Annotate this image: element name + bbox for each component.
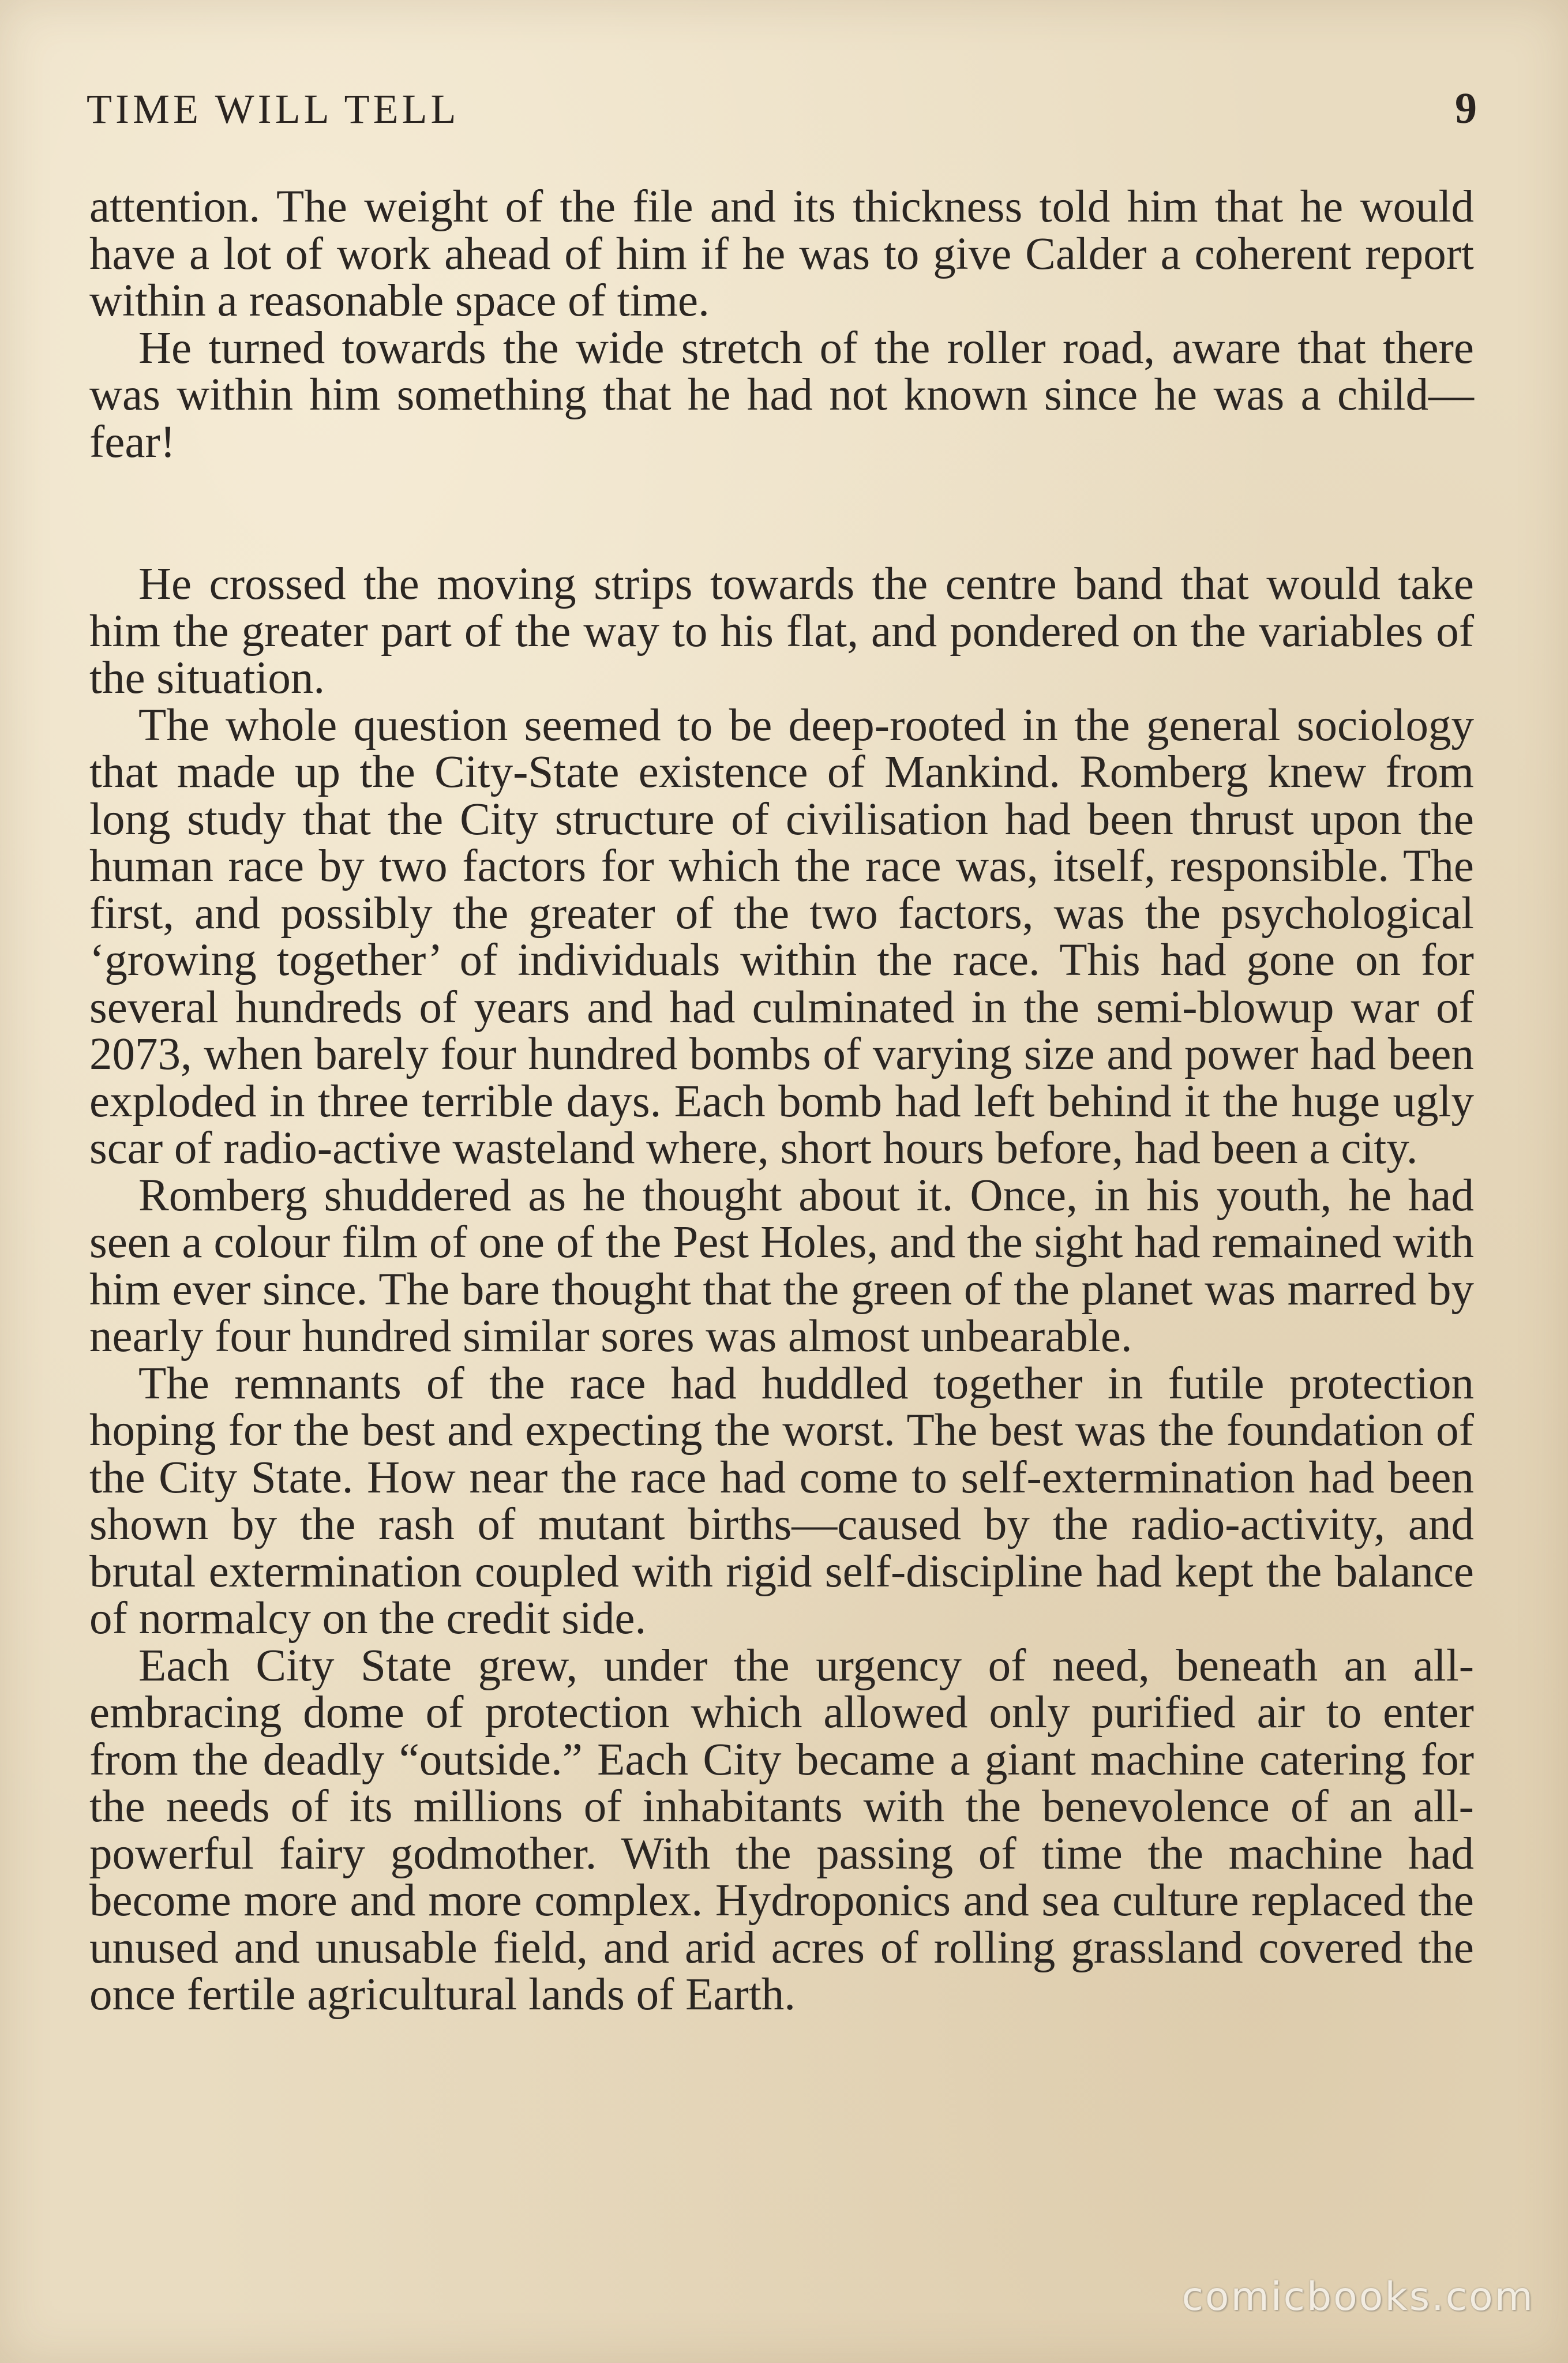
paragraph: The remnants of the race had huddled together in futile protection hoping for the best and expecting the worst. The best was the foundation of the City State. How near the race had come to self-extermination had been shown by the rash of mutant births—caused by the radio-activity, and brutal extermination coupled with rigid self-discipline had kept the balance of normalcy on the credit side. xyxy=(89,1358,1474,1644)
paragraph: He turned towards the wide stretch of the roller road, aware that there was within him something that he had not known since he was a child—fear! xyxy=(89,322,1474,467)
paragraph: He crossed the moving strips towards the centre band that would take him the greater part of the way to his flat, and pondered on the variables of the situation. xyxy=(89,559,1474,703)
paragraph: Romberg shuddered as he thought about it. Once, in his youth, he had seen a colour film of one of the Pest Holes, and the sight had remained with him ever since. The bare thought that the green of the planet was marred by nearly four hundred similar sores was almost unbearable. xyxy=(89,1170,1474,1361)
paragraph: Each City State grew, under the urgency of need, beneath an all-embracing dome of protection which allowed only purified air to enter from the deadly “outside.” Each City became a giant machine catering for the needs of its millions of inhabitants with the benevolence of an all-powerful fairy godmother. With the passing of time the machine had become more and more complex. Hydroponics and sea culture replaced the unused and unusable field, and arid acres of rolling grassland covered the once fertile agricultural lands of Earth. xyxy=(89,1640,1474,2020)
section-break xyxy=(89,466,1474,561)
book-title: TIME WILL TELL xyxy=(87,86,460,132)
page-number: 9 xyxy=(1455,84,1477,133)
running-header xyxy=(87,84,1477,147)
body-text xyxy=(89,183,1474,2019)
paragraph-continued: attention. The weight of the file and its thickness told him that he would have a lot of work ahead of him if he was to give Calder a coherent report within a reasonable space of time. xyxy=(89,182,1474,326)
watermark: comicbooks.com xyxy=(1181,2274,1535,2320)
paragraph: The whole question seemed to be deep-rooted in the general sociology that made up the City-State existence of Mankind. Romberg knew from long study that the City structure of civilisation had been thrust upon the human race by two factors for which the race was, itself, responsible. The first, and possibly the greater of the two factors, was the psychological ‘growing together’ of individuals within the race. This had gone on for several hundreds of years and had culminated in the semi-blowup war of 2073, when barely four hundred bombs of varying size and power had been exploded in three terrible days. Each bomb had left behind it the huge ugly scar of radio-active wasteland where, short hours before, had been a city. xyxy=(89,700,1474,1173)
